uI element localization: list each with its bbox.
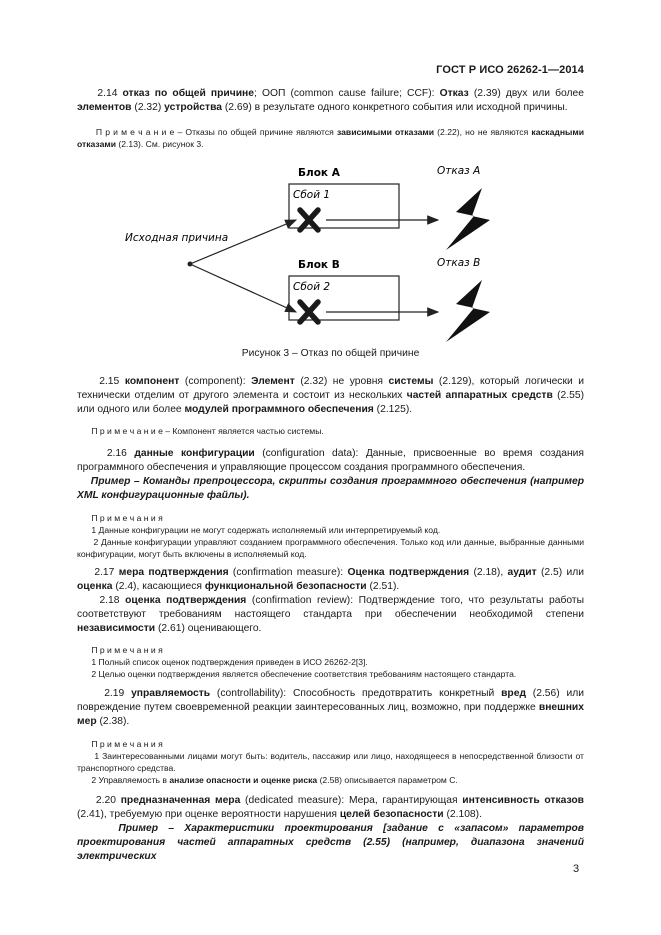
text: (2.41), требуемую при оценке вероятности нарушения — [77, 809, 340, 820]
section-2-15 — [77, 375, 584, 417]
text: (2.129), который логически и технически отделим от другого элемента и состоит из нескольких — [77, 376, 585, 401]
term-number: 2.17 — [94, 567, 115, 578]
document-header: ГОСТ Р ИСО 26262-1—2014 — [436, 64, 584, 76]
text: (2.55) или одного или более — [77, 390, 584, 415]
example-text: Пример – Команды препроцессора, скрипты создания программного обеспечения (например XML конфигурационные файлы). — [77, 476, 584, 501]
term-number: 2.18 — [99, 595, 120, 606]
notes-2-18 — [77, 644, 584, 680]
figure-caption: Рисунок 3 – Отказ по общей причине — [241, 348, 420, 359]
section-2-18 — [77, 594, 584, 636]
note-item: 2 Целью оценки подтверждения является обеспечение соответствия требованиям настоящего стандарта. — [91, 669, 517, 679]
term-title: отказ по общей причине — [122, 88, 254, 99]
text: (2.56) или повреждение путем своевременной реакции заинтересованных лиц, возможно, при поддержке — [77, 688, 584, 713]
text: – Отказы по общей причине являются — [174, 127, 337, 137]
ref-term: оценка — [77, 581, 113, 592]
text: (dedicated measure): Мера, гарантирующая — [240, 795, 463, 806]
failure-b-label: Отказ В — [437, 257, 481, 269]
text: (configuration data): Данные, присвоенные во время создания программного обеспечения и управляющие процессом создания программного обеспечения. — [77, 448, 584, 473]
term-number: 2.20 — [95, 795, 116, 806]
ref-term: вред — [501, 688, 526, 699]
note-label: П р и м е ч а н и я — [91, 645, 163, 655]
source-label: Исходная причина — [125, 232, 229, 244]
page-number: 3 — [573, 863, 580, 875]
text: (confirmation review): Подтверждение того, что результаты работы соответствуют требованиям настоящего стандарта при обеспечении необходимой степени — [77, 595, 584, 620]
note-item: 1 Данные конфигурации не могут содержать исполняемый или интерпретируемый код. — [91, 525, 441, 535]
text: (2.38). — [96, 716, 130, 727]
text: (2.69) в результате одного конкретного события или исходной причины. — [222, 102, 568, 113]
term-title: мера подтверждения — [118, 567, 229, 578]
section-2-19 — [77, 687, 584, 729]
lightning-icon — [446, 188, 490, 250]
term-number: 2.15 — [99, 376, 120, 387]
cross-icon — [300, 210, 318, 230]
text: (2.5) или — [536, 567, 585, 578]
term-title: компонент — [124, 376, 180, 387]
section-2-20 — [77, 794, 584, 864]
ref-term: каскадными отказами — [77, 127, 584, 149]
term-number: 2.14 — [97, 88, 118, 99]
term-title: оценка подтверждения — [125, 595, 247, 606]
note-label: П р и м е ч а н и я — [91, 513, 163, 523]
note-item: 1 Полный список оценок подтверждения приведен в ИСО 26262-2[3]. — [91, 657, 368, 667]
block-a-label: Блок А — [298, 167, 340, 179]
example-text: Пример – Характеристики проектирования [задание с «запасом» параметров проектирования частей аппаратных средств (2.55) (например, диапазона значений электрических — [77, 823, 584, 862]
ref-term: устройства — [164, 102, 222, 113]
term-title: управляемость — [131, 688, 211, 699]
text: (2.51). — [366, 581, 400, 592]
text: (2.32) — [131, 102, 165, 113]
ref-term: системы — [388, 376, 434, 387]
ref-term: элементов — [77, 102, 132, 113]
ref-term: внешних мер — [77, 702, 584, 727]
notes-2-16 — [77, 512, 584, 560]
ref-term: зависимыми отказами — [336, 127, 435, 137]
note-label: П р и м е ч а н и я — [91, 739, 163, 749]
text: (2.4), касающиеся — [112, 581, 205, 592]
note-item: 2 Данные конфигурации управляют созданием программного обеспечения. Только код или данные, выбранные данными конфигурации, могут быть включены в исполняемый код. — [77, 537, 585, 559]
ref-term: модулей программного обеспечения — [184, 404, 374, 415]
text: (2.22), но не являются — [434, 127, 532, 137]
ref-term: функциональной безопасности — [204, 581, 367, 592]
term-number: 2.19 — [104, 688, 125, 699]
text: (confirmation measure): — [228, 567, 348, 578]
ref-term: Элемент — [251, 376, 295, 387]
figure-3-diagram — [0, 150, 661, 350]
branch-line-b — [190, 264, 296, 312]
text: (2.32) не уровня — [294, 376, 389, 387]
text: (2.13). См. рисунок 3. — [116, 139, 204, 149]
ref-term: интенсивность отказов — [462, 795, 584, 806]
block-b-label: Блок В — [298, 259, 340, 271]
note-item: 2 Управляемость в — [91, 775, 170, 785]
text: (2.108). — [443, 809, 482, 820]
ref-term: анализе опасности и оценке риска — [169, 775, 318, 785]
note-label: П р и м е ч а н и е — [95, 127, 175, 137]
fault-1-label: Сбой 1 — [293, 189, 331, 201]
text: (2.39) двух или более — [468, 88, 584, 99]
fault-2-label: Сбой 2 — [293, 281, 331, 293]
note-2-14 — [77, 126, 584, 150]
cross-icon — [300, 302, 318, 322]
text: (component): — [179, 376, 252, 387]
text: – Компонент является частью системы. — [162, 426, 324, 436]
text: (2.18), — [469, 567, 508, 578]
note-item: 1 Заинтересованными лицами могут быть: водитель, пассажир или лицо, находящееся в непосредственной близости от транспортного средства. — [77, 751, 584, 773]
lightning-icon — [446, 280, 490, 342]
section-2-17 — [77, 566, 584, 594]
text: (2.58) описывается параметром С. — [317, 775, 458, 785]
failure-a-label: Отказ А — [437, 165, 481, 177]
term-title: данные конфигурации — [134, 448, 255, 459]
note-2-15 — [77, 425, 584, 437]
text: (controllability): Способность предотвратить конкретный — [210, 688, 502, 699]
ref-term: Оценка подтверждения — [347, 567, 470, 578]
section-2-14 — [77, 87, 584, 115]
note-label: П р и м е ч а н и е — [91, 426, 163, 436]
ref-term: аудит — [507, 567, 537, 578]
text: ; ООП (common cause failure; CCF): — [254, 88, 440, 99]
term-number: 2.16 — [106, 448, 127, 459]
ref-term: независимости — [77, 623, 156, 634]
ref-term: частей аппаратных средств — [406, 390, 553, 401]
text: (2.61) оценивающего. — [155, 623, 262, 634]
ref-term: целей безопасности — [339, 809, 444, 820]
section-2-16 — [77, 447, 584, 503]
ref-term: Отказ — [439, 88, 469, 99]
notes-2-19 — [77, 738, 584, 786]
text: (2.125). — [373, 404, 413, 415]
term-title: предназначенная мера — [120, 795, 241, 806]
